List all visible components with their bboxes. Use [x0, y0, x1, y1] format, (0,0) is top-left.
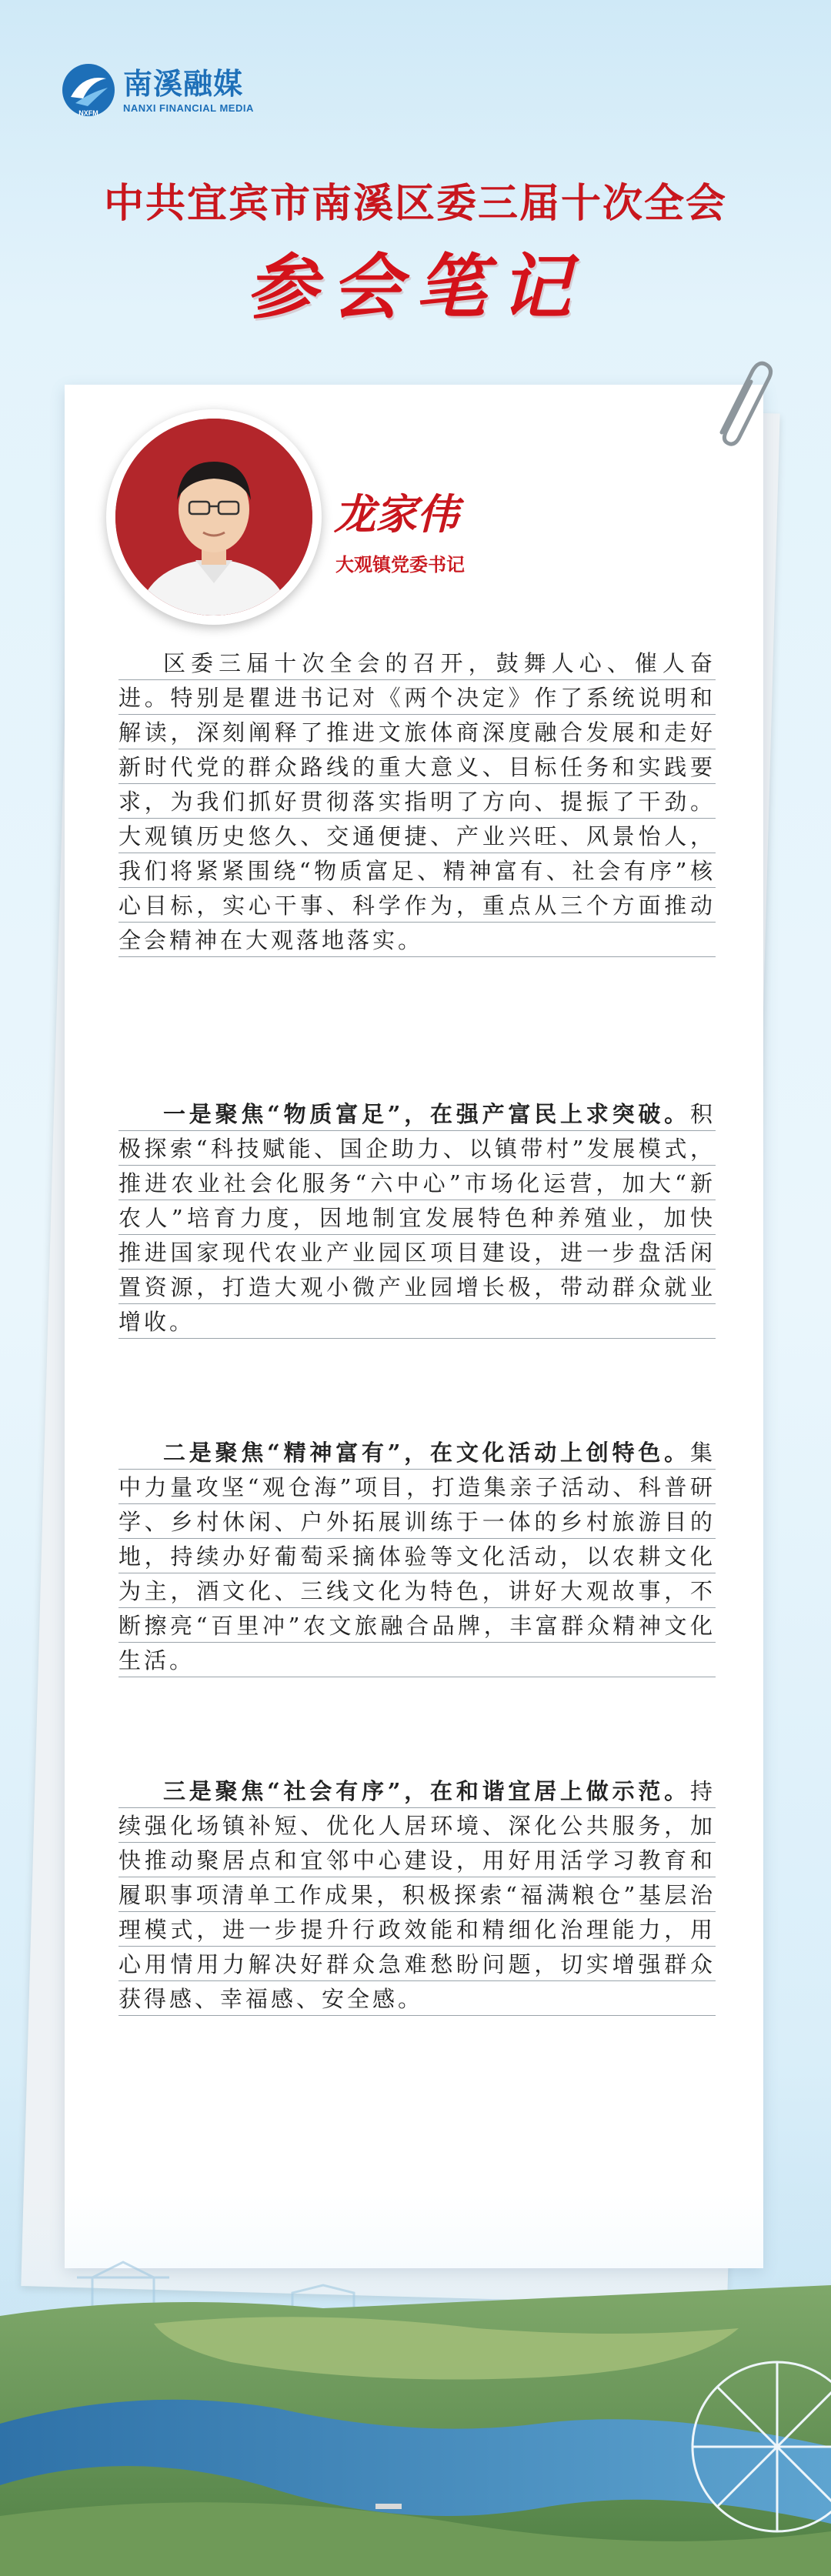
paragraph-text: 区委三届十次全会的召开，鼓舞人心、催人奋进。特别是瞿进书记对《两个决定》作了系统说明和解读，深刻阐释了推进文旅体商深度融合发展和走好新时代党的群众路线的重大意义、目标任务和实践要求，为我们抓好贯彻落实指明了方向、提振了干劲。大观镇历史悠久、交通便捷、产业兴旺、风景怡人，我们将紧紧围绕“物质富足、精神富有、社会有序”核心目标，实心干事、科学作为，重点从三个方面推动全会精神在大观落地落实。 — [118, 650, 716, 953]
article-paragraph-3 — [118, 1774, 716, 2017]
paperclip-icon — [699, 355, 776, 448]
boat-icon — [375, 2504, 402, 2509]
paragraph-lead: 一是聚焦“物质富足”，在强产富民上求突破。 — [163, 1101, 690, 1127]
profile-role: 大观镇党委书记 — [335, 554, 465, 576]
avatar — [115, 419, 312, 616]
article-paragraph-intro — [118, 646, 716, 958]
portrait-illustration — [115, 419, 312, 616]
page-subheadline: 参会笔记 — [245, 245, 585, 329]
brand-logo — [60, 62, 254, 118]
brand-name-en: NANXI FINANCIAL MEDIA — [123, 102, 254, 114]
article-paragraph-2 — [118, 1436, 716, 1678]
paragraph-text: 集中力量攻坚“观仓海”项目，打造集亲子活动、科普研学、乡村休闲、户外拓展训练于一体的乡村旅游目的地，持续办好葡萄采摘体验等文化活动，以农耕文化为主，酒文化、三线文化为特色，讲好大观故事，不断擦亮“百里冲”农文旅融合品牌，丰富群众精神文化生活。 — [118, 1440, 716, 1673]
brand-text — [123, 67, 254, 114]
paragraph-lead: 三是聚焦“社会有序”，在和谐宜居上做示范。 — [163, 1778, 690, 1804]
page-headline: 中共宜宾市南溪区委三届十次全会 — [103, 181, 727, 227]
brand-mark-icon — [60, 62, 117, 118]
paragraph-text: 积极探索“科技赋能、国企助力、以镇带村”发展模式，推进农业社会化服务“六中心”市场化运营，加大“新农人”培育力度，因地制宜发展特色种养殖业，加快推进国家现代农业产业园区项目建设，进一步盘活闲置资源，打造大观小微产业园增长极，带动群众就业增收。 — [118, 1101, 716, 1335]
paragraph-text: 持续强化场镇补短、优化人居环境、深化公共服务，加快推动聚居点和宜邻中心建设，用好用活学习教育和履职事项清单工作成果，积极探索“福满粮仓”基层治理模式，进一步提升行政效能和精细化治理能力，用心用情用力解决好群众急难愁盼问题，切实增强群众获得感、幸福感、安全感。 — [118, 1778, 716, 2012]
brand-name-cn: 南溪融媒 — [123, 66, 244, 101]
paragraph-lead: 二是聚焦“精神富有”，在文化活动上创特色。 — [163, 1440, 690, 1466]
profile-name: 龙家伟 — [334, 489, 459, 539]
river-landscape-illustration — [0, 2193, 831, 2576]
article-paragraph-1 — [118, 1097, 716, 1340]
svg-text:NXFM: NXFM — [78, 109, 98, 117]
